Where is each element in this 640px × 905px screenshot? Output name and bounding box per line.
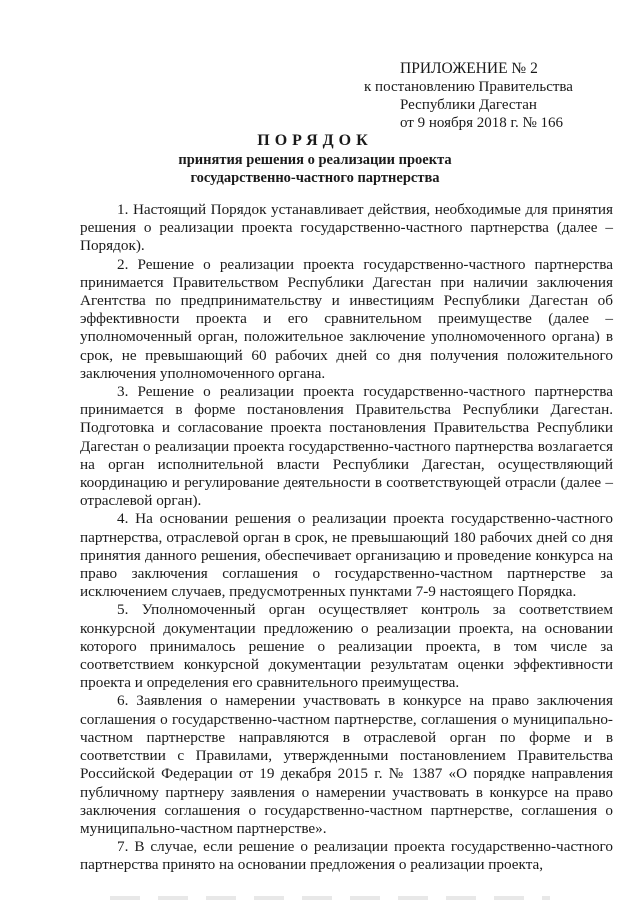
document-heading (80, 131, 550, 187)
appendix-block (364, 60, 604, 132)
appendix-line-republic: Республики Дагестан (400, 97, 537, 113)
appendix-title: ПРИЛОЖЕНИЕ № 2 (400, 60, 538, 77)
paragraph-6: 6. Заявления о намерении участвовать в конкурсе на право заключения соглашения о государственно-частном партнерстве, соглашения о муниципально-частном партнерстве направляются в отраслевой орган по форме и в соответствии с Правилами, утвержденными постановлением Правительства Российской Федерации от 19 декабря 2015 г. № 1387 «О порядке направления публичному партнеру заявления о намерении участвовать в конкурсе на право заключения соглашения о государственно-частном партнерстве, соглашения о муниципально-частном партнерстве». (80, 692, 613, 837)
document-title: ПОРЯДОК (257, 132, 373, 149)
document-subtitle-line1: принятия решения о реализации проекта (178, 152, 452, 168)
appendix-line-decree: к постановлению Правительства (364, 79, 573, 95)
scan-artifact (110, 896, 550, 900)
paragraph-7: 7. В случае, если решение о реализации проекта государственно-частного партнерства принято на основании предложения о реализации проекта, (80, 838, 613, 874)
paragraph-3: 3. Решение о реализации проекта государственно-частного партнерства принимается в форме постановления Правительства Республики Дагестан. Подготовка и согласование проекта постановления Правительства Республики Дагестан о реализации проекта государственно-частного партнерства возлагается на орган исполнительной власти Республики Дагестан, осуществляющий координацию и регулирование деятельности в соответствующей отрасли (далее – отраслевой орган). (80, 383, 613, 510)
paragraph-4: 4. На основании решения о реализации проекта государственно-частного партнерства, отраслевой орган в срок, не превышающий 180 рабочих дней со дня принятия данного решения, обеспечивает организацию и проведение конкурса на право заключения соглашения о государственно-частном партнерстве за исключением случаев, предусмотренных пунктами 7-9 настоящего Порядка. (80, 510, 613, 601)
paragraph-5: 5. Уполномоченный орган осуществляет контроль за соответствием конкурсной документации предложению о реализации проекта, на основании которого принималось решение о реализации проекта, в том числе за соответствием конкурсной документации результатам оценки эффективности проекта и определения его сравнительного преимущества. (80, 601, 613, 692)
appendix-line-date: от 9 ноября 2018 г. № 166 (400, 115, 564, 131)
paragraph-2: 2. Решение о реализации проекта государственно-частного партнерства принимается Правительством Республики Дагестан при наличии заключения Агентства по предпринимательству и инвестициям Республики Дагестан об эффективности проекта и его сравнительном преимуществе (далее – уполномоченный орган, положительное заключение уполномоченного органа) в срок, не превышающий 60 рабочих дней со дня получения положительного заключения уполномоченного органа. (80, 255, 613, 382)
document-subtitle-line2: государственно-частного партнерства (190, 170, 440, 186)
document-body (80, 201, 613, 875)
paragraph-1: 1. Настоящий Порядок устанавливает действия, необходимые для принятия решения о реализации проекта государственно-частного партнерства (далее – Порядок). (80, 201, 613, 255)
